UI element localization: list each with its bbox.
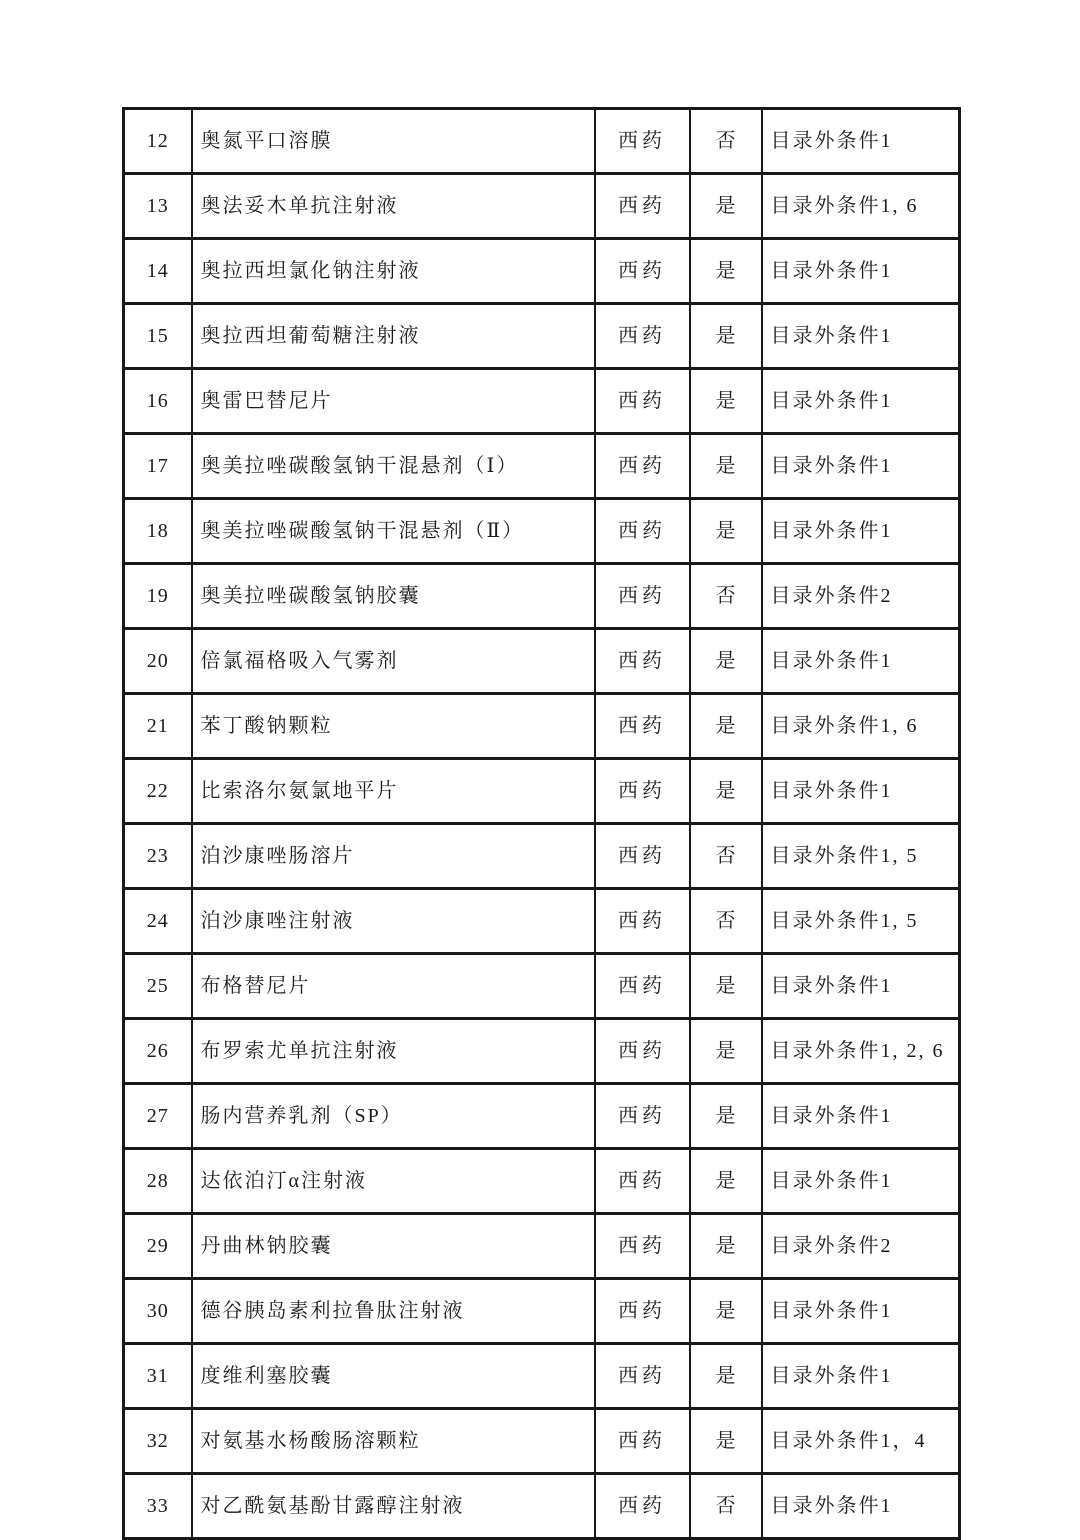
- note-cell: 目录外条件1, 6: [762, 694, 960, 759]
- listed-cell: 是: [690, 1214, 762, 1279]
- category-cell: 西药: [595, 1214, 690, 1279]
- listed-cell: 是: [690, 1344, 762, 1409]
- drug-name-cell: 奥雷巴替尼片: [192, 369, 595, 434]
- table-row: [124, 1474, 960, 1539]
- note-cell: 目录外条件1: [762, 304, 960, 369]
- category-cell: 西药: [595, 109, 690, 174]
- category-cell: 西药: [595, 694, 690, 759]
- category-cell: 西药: [595, 759, 690, 824]
- drug-name-cell: 奥法妥木单抗注射液: [192, 174, 595, 239]
- note-cell: 目录外条件1, 2, 6: [762, 1019, 960, 1084]
- drug-name-cell: 丹曲林钠胶囊: [192, 1214, 595, 1279]
- listed-cell: 是: [690, 369, 762, 434]
- category-cell: 西药: [595, 499, 690, 564]
- note-cell: 目录外条件1: [762, 1084, 960, 1149]
- row-number-cell: 17: [124, 434, 192, 499]
- note-cell: 目录外条件1: [762, 1474, 960, 1539]
- note-cell: 目录外条件1: [762, 1149, 960, 1214]
- row-number-cell: 15: [124, 304, 192, 369]
- row-number-cell: 25: [124, 954, 192, 1019]
- listed-cell: 否: [690, 564, 762, 629]
- listed-cell: 是: [690, 1409, 762, 1474]
- category-cell: 西药: [595, 1279, 690, 1344]
- listed-cell: 是: [690, 239, 762, 304]
- table-row: [124, 434, 960, 499]
- category-cell: 西药: [595, 824, 690, 889]
- category-cell: 西药: [595, 629, 690, 694]
- drug-name-cell: 泊沙康唑注射液: [192, 889, 595, 954]
- note-cell: 目录外条件1: [762, 434, 960, 499]
- table-row: [124, 889, 960, 954]
- table-row: [124, 1344, 960, 1409]
- row-number-cell: 32: [124, 1409, 192, 1474]
- row-number-cell: 13: [124, 174, 192, 239]
- category-cell: 西药: [595, 889, 690, 954]
- drug-name-cell: 奥美拉唑碳酸氢钠干混悬剂（Ⅱ）: [192, 499, 595, 564]
- row-number-cell: 22: [124, 759, 192, 824]
- table-row: [124, 1019, 960, 1084]
- drug-name-cell: 度维利塞胶囊: [192, 1344, 595, 1409]
- table-row: [124, 1149, 960, 1214]
- note-cell: 目录外条件2: [762, 1214, 960, 1279]
- table-row: [124, 759, 960, 824]
- row-number-cell: 28: [124, 1149, 192, 1214]
- row-number-cell: 20: [124, 629, 192, 694]
- drug-name-cell: 倍氯福格吸入气雾剂: [192, 629, 595, 694]
- row-number-cell: 30: [124, 1279, 192, 1344]
- note-cell: 目录外条件1: [762, 239, 960, 304]
- note-cell: 目录外条件1: [762, 629, 960, 694]
- note-cell: 目录外条件1: [762, 954, 960, 1019]
- listed-cell: 是: [690, 1019, 762, 1084]
- table-row: [124, 564, 960, 629]
- drug-name-cell: 对氨基水杨酸肠溶颗粒: [192, 1409, 595, 1474]
- drug-name-cell: 奥拉西坦葡萄糖注射液: [192, 304, 595, 369]
- drug-name-cell: 奥美拉唑碳酸氢钠胶囊: [192, 564, 595, 629]
- table-row: [124, 954, 960, 1019]
- listed-cell: 是: [690, 759, 762, 824]
- row-number-cell: 18: [124, 499, 192, 564]
- category-cell: 西药: [595, 434, 690, 499]
- drug-name-cell: 布格替尼片: [192, 954, 595, 1019]
- note-cell: 目录外条件1，4: [762, 1409, 960, 1474]
- table-row: [124, 239, 960, 304]
- listed-cell: 是: [690, 304, 762, 369]
- table-row: [124, 109, 960, 174]
- note-cell: 目录外条件1: [762, 499, 960, 564]
- note-cell: 目录外条件1: [762, 1344, 960, 1409]
- note-cell: 目录外条件2: [762, 564, 960, 629]
- listed-cell: 是: [690, 174, 762, 239]
- drug-name-cell: 德谷胰岛素利拉鲁肽注射液: [192, 1279, 595, 1344]
- drug-name-cell: 布罗索尤单抗注射液: [192, 1019, 595, 1084]
- drug-name-cell: 奥拉西坦氯化钠注射液: [192, 239, 595, 304]
- category-cell: 西药: [595, 1474, 690, 1539]
- category-cell: 西药: [595, 1344, 690, 1409]
- row-number-cell: 19: [124, 564, 192, 629]
- drug-name-cell: 奥氮平口溶膜: [192, 109, 595, 174]
- listed-cell: 是: [690, 499, 762, 564]
- note-cell: 目录外条件1: [762, 759, 960, 824]
- row-number-cell: 33: [124, 1474, 192, 1539]
- table-row: [124, 694, 960, 759]
- drug-name-cell: 苯丁酸钠颗粒: [192, 694, 595, 759]
- row-number-cell: 29: [124, 1214, 192, 1279]
- drug-name-cell: 达依泊汀α注射液: [192, 1149, 595, 1214]
- category-cell: 西药: [595, 564, 690, 629]
- table-row: [124, 1214, 960, 1279]
- table-row: [124, 369, 960, 434]
- table-row: [124, 1279, 960, 1344]
- note-cell: 目录外条件1: [762, 109, 960, 174]
- listed-cell: 是: [690, 694, 762, 759]
- listed-cell: 否: [690, 824, 762, 889]
- drug-name-cell: 泊沙康唑肠溶片: [192, 824, 595, 889]
- listed-cell: 是: [690, 629, 762, 694]
- category-cell: 西药: [595, 1409, 690, 1474]
- category-cell: 西药: [595, 1019, 690, 1084]
- row-number-cell: 16: [124, 369, 192, 434]
- table-row: [124, 174, 960, 239]
- table-row: [124, 1084, 960, 1149]
- drug-name-cell: 奥美拉唑碳酸氢钠干混悬剂（Ⅰ）: [192, 434, 595, 499]
- row-number-cell: 23: [124, 824, 192, 889]
- listed-cell: 是: [690, 1084, 762, 1149]
- listed-cell: 否: [690, 109, 762, 174]
- row-number-cell: 14: [124, 239, 192, 304]
- table-row: [124, 824, 960, 889]
- listed-cell: 是: [690, 1149, 762, 1214]
- note-cell: 目录外条件1: [762, 369, 960, 434]
- category-cell: 西药: [595, 954, 690, 1019]
- note-cell: 目录外条件1, 5: [762, 824, 960, 889]
- category-cell: 西药: [595, 369, 690, 434]
- row-number-cell: 31: [124, 1344, 192, 1409]
- row-number-cell: 27: [124, 1084, 192, 1149]
- row-number-cell: 12: [124, 109, 192, 174]
- drug-name-cell: 对乙酰氨基酚甘露醇注射液: [192, 1474, 595, 1539]
- category-cell: 西药: [595, 239, 690, 304]
- listed-cell: 否: [690, 1474, 762, 1539]
- drug-list-table: [122, 107, 961, 1540]
- note-cell: 目录外条件1, 6: [762, 174, 960, 239]
- note-cell: 目录外条件1, 5: [762, 889, 960, 954]
- row-number-cell: 26: [124, 1019, 192, 1084]
- category-cell: 西药: [595, 174, 690, 239]
- table-row: [124, 499, 960, 564]
- table-row: [124, 1409, 960, 1474]
- listed-cell: 否: [690, 889, 762, 954]
- drug-name-cell: 肠内营养乳剂（SP）: [192, 1084, 595, 1149]
- row-number-cell: 24: [124, 889, 192, 954]
- table-row: [124, 304, 960, 369]
- table-row: [124, 629, 960, 694]
- listed-cell: 是: [690, 434, 762, 499]
- category-cell: 西药: [595, 1084, 690, 1149]
- row-number-cell: 21: [124, 694, 192, 759]
- drug-list-table-body: [124, 109, 960, 1539]
- listed-cell: 是: [690, 954, 762, 1019]
- category-cell: 西药: [595, 304, 690, 369]
- drug-name-cell: 比索洛尔氨氯地平片: [192, 759, 595, 824]
- category-cell: 西药: [595, 1149, 690, 1214]
- note-cell: 目录外条件1: [762, 1279, 960, 1344]
- listed-cell: 是: [690, 1279, 762, 1344]
